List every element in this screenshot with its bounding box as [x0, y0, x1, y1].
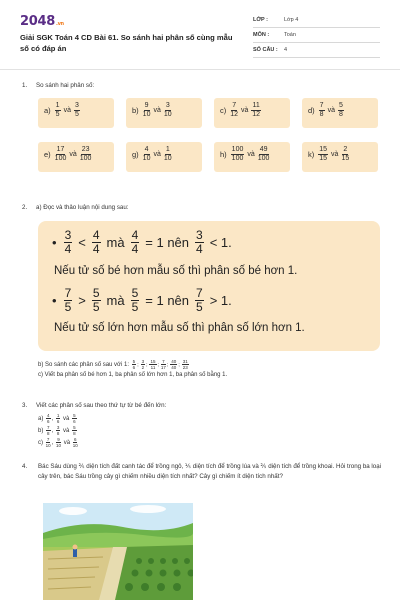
meta-grade: LỚP : Lớp 4 — [253, 14, 380, 28]
question-3-prompt: 3. Viết các phân số sau theo thứ tự từ bé đến lớn: — [22, 402, 167, 409]
fraction: 2 15 — [341, 146, 350, 162]
meta-subject: MÔN : Toán — [253, 29, 380, 43]
fraction: $\frac{31}{23}$ — [182, 359, 188, 370]
fraction: $\frac{7}{17}$ — [160, 359, 166, 370]
connector-text: và — [63, 107, 71, 114]
card-label: d) — [308, 106, 315, 115]
rule-sentence-1: Nếu tử số bé hơn mẫu số thì phân số bé hơn 1. — [54, 265, 298, 277]
question-2-prompt: 2. a) Đọc và thảo luận nội dung sau: — [22, 204, 129, 211]
fraction: 15 15 — [319, 146, 328, 162]
comparison-card — [38, 142, 114, 172]
rule-callout-box — [38, 221, 380, 351]
card-label: g) — [132, 150, 139, 159]
order-row: c) $\frac{7}{10}$ , $\frac{9}{10}$ và $\frac{6}{10}$ — [38, 437, 78, 448]
fraction: 11 12 — [252, 102, 260, 118]
fraction: $\frac{5}{8}$ — [73, 425, 76, 436]
fraction: 7 8 — [319, 102, 324, 118]
connector-text: và — [331, 151, 339, 158]
question-2c-text: c) Viết ba phân số bé hơn 1, ba phân số lớn hơn 1, ba phân số bằng 1. — [38, 372, 228, 378]
comparison-card — [126, 98, 202, 128]
fraction: 9 10 — [142, 102, 151, 118]
fraction: $\frac{7}{8}$ — [47, 425, 50, 436]
fraction: 49 100 — [257, 146, 270, 162]
question-4-text: Bác Sáu dùng ⅖ diện tích đất canh tác để trồng ngô, ⅕ diện tích để trồng lúa và ⅖ diện tích để trồng khoai. Hỏi trong ba loại cây trên, bác Sáu trồng cây gì chiếm nhiều diện tích nhất? Cây gì chiếm ít diện tích nhất? — [38, 463, 382, 480]
question-4-number: 4. — [22, 463, 28, 470]
card-label: b) — [132, 106, 139, 115]
card-label: c) — [220, 106, 227, 115]
comparison-card — [126, 142, 202, 172]
comparison-card — [214, 142, 290, 172]
meta-question-count: SỐ CÂU : 4 — [253, 44, 380, 58]
fraction: $\frac{3}{2}$ — [141, 359, 145, 370]
comparison-card — [302, 142, 378, 172]
connector-text: và — [69, 151, 77, 158]
farm-field-illustration — [43, 503, 193, 600]
card-label: e) — [44, 150, 51, 159]
fraction: $\frac{4}{6}$ — [47, 413, 50, 424]
order-row: b) $\frac{7}{8}$ , $\frac{3}{8}$ và $\frac{5}{8}$ — [38, 425, 76, 436]
connector-text: và — [241, 107, 249, 114]
fraction: 7 12 — [230, 102, 239, 118]
connector-text: và — [247, 151, 255, 158]
card-label: h) — [220, 150, 227, 159]
fraction: 23 100 — [79, 146, 92, 162]
fraction: 17 100 — [54, 146, 67, 162]
comparison-card — [302, 98, 378, 128]
comparison-card — [38, 98, 114, 128]
fraction: 3 10 — [163, 102, 172, 118]
connector-text: và — [153, 151, 161, 158]
document-title: Giải SGK Toán 4 CD Bài 61. So sánh hai phân số cùng mẫu số có đáp án — [20, 33, 233, 53]
fraction: $\frac{5}{6}$ — [132, 359, 136, 370]
rule-line-1: • 3 4 < 4 4 mà $\frac{4}{4}$ = 1 nên 3 4 < 1. — [52, 228, 232, 256]
rule-sentence-2: Nếu tử số lớn hơn mẫu số thì phân số lớn hơn 1. — [54, 322, 305, 334]
connector-text: và — [327, 107, 335, 114]
comparison-card — [214, 98, 290, 128]
fraction: 1 5 — [55, 102, 60, 118]
fraction: $\frac{3}{8}$ — [56, 425, 60, 436]
rule-line-2: • 7 5 > 5 5 mà $\frac{5}{5}$ = 1 nên 7 5 > 1. — [52, 286, 232, 314]
fraction: 100 100 — [231, 146, 244, 162]
fraction: 1 10 — [163, 146, 172, 162]
question-1-prompt: 1. So sánh hai phân số: — [22, 82, 95, 89]
site-logo[interactable]: 2048.vn — [20, 14, 64, 29]
fraction: $\frac{15}{11}$ — [150, 359, 156, 370]
page-header — [0, 0, 400, 70]
fraction: 4 10 — [142, 146, 151, 162]
question-2b-fractions: $\frac{5}{6}$ ; $\frac{3}{2}$ ; $\frac{15}{11}$ ; $\frac{7}{17}$ ; $\frac{40}{40}$ ; $\frac{31}{23}$ — [132, 359, 188, 370]
fraction: 5 8 — [338, 102, 343, 118]
connector-text: và — [153, 107, 161, 114]
fraction: $\frac{40}{40}$ — [171, 359, 177, 370]
fraction: $\frac{1}{6}$ — [56, 413, 60, 424]
order-row: a) $\frac{4}{6}$ , $\frac{1}{6}$ và $\frac{5}{6}$ — [38, 413, 76, 424]
question-2b-text: b) So sánh các phân số sau với 1: $\frac{5}{6}$ ; $\frac{3}{2}$ ; $\frac{15}{11}$ ; $\frac{7}{17}$ ; $\frac{40}{40}$ ; $\frac{31}{23}$ — [38, 359, 188, 370]
card-label: a) — [44, 106, 51, 115]
fraction: $\frac{9}{10}$ — [56, 437, 62, 448]
fraction: $\frac{7}{10}$ — [45, 437, 51, 448]
fraction: $\frac{6}{10}$ — [72, 437, 78, 448]
fraction: 3 5 — [74, 102, 79, 118]
card-label: k) — [308, 150, 315, 159]
fraction: $\frac{5}{6}$ — [73, 413, 76, 424]
